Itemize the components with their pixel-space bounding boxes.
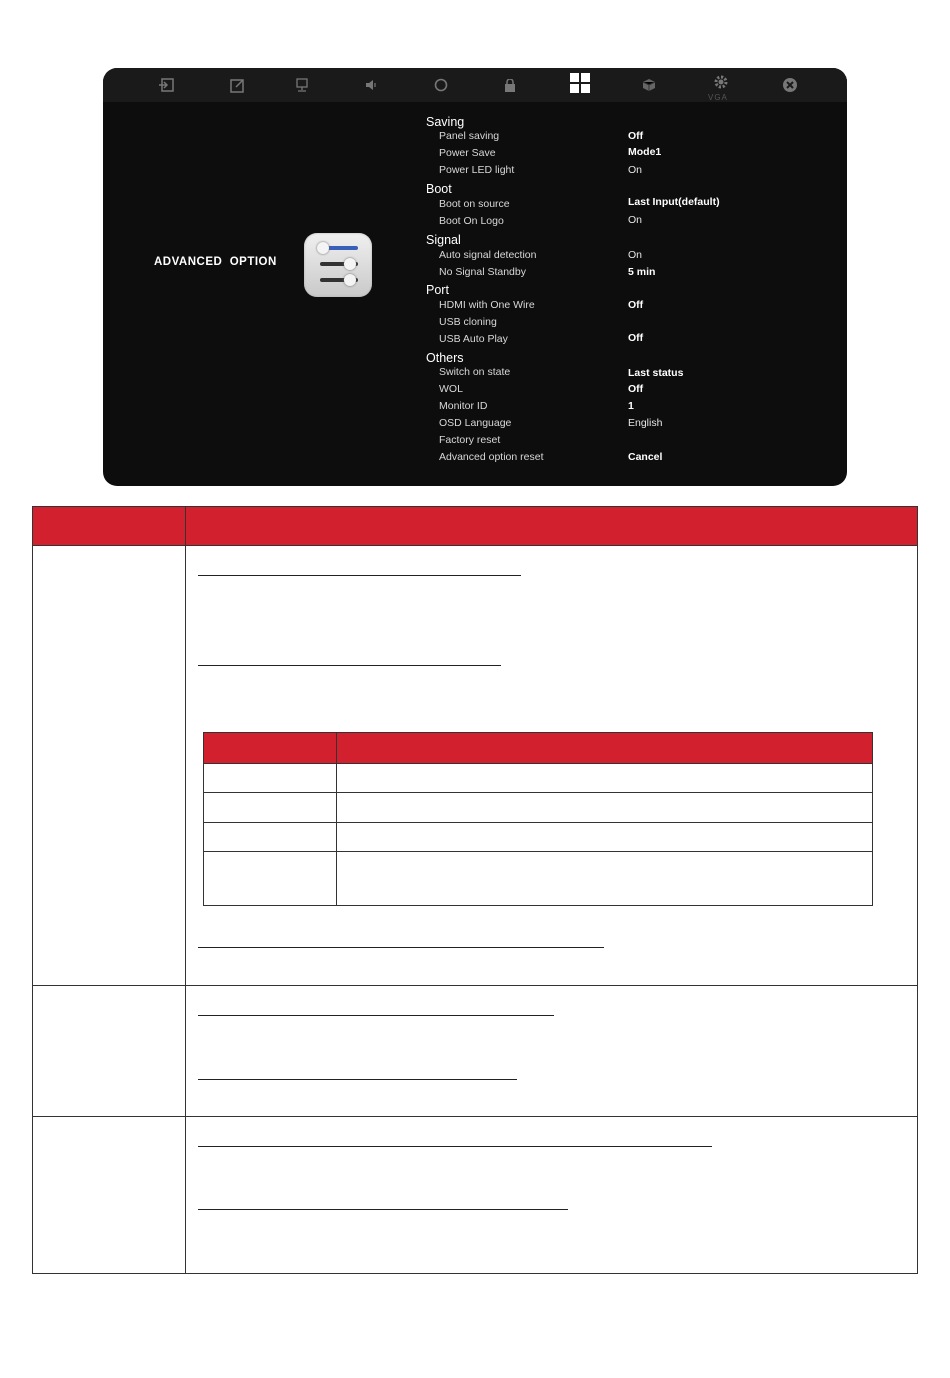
sub-row-divider bbox=[204, 851, 872, 852]
monitor-id-label[interactable]: Monitor ID bbox=[439, 400, 488, 412]
gear-icon[interactable] bbox=[708, 71, 734, 93]
hdmi-one-wire-value[interactable]: Off bbox=[628, 299, 644, 311]
underline bbox=[198, 665, 501, 666]
underline bbox=[198, 1146, 712, 1147]
display-icon[interactable] bbox=[289, 74, 315, 96]
audio-icon[interactable] bbox=[358, 74, 384, 96]
boot-logo-value[interactable]: On bbox=[628, 214, 643, 226]
osd-language-value[interactable]: English bbox=[628, 417, 663, 429]
wol-value[interactable]: Off bbox=[628, 383, 644, 395]
underline bbox=[198, 1209, 568, 1210]
group-saving-title: Saving bbox=[426, 115, 465, 129]
power-led-label[interactable]: Power LED light bbox=[439, 164, 515, 176]
switch-on-state-value[interactable]: Last status bbox=[628, 367, 684, 379]
no-signal-standby-value[interactable]: 5 min bbox=[628, 266, 656, 278]
auto-signal-label[interactable]: Auto signal detection bbox=[439, 249, 537, 261]
power-save-value[interactable]: Mode1 bbox=[628, 146, 662, 158]
osd-tab-bar bbox=[103, 68, 847, 102]
group-signal-title: Signal bbox=[426, 233, 461, 247]
advanced-reset-value[interactable]: Cancel bbox=[628, 451, 663, 463]
hdmi-one-wire-label[interactable]: HDMI with One Wire bbox=[439, 299, 535, 311]
power-led-value[interactable]: On bbox=[628, 164, 643, 176]
usb-auto-play-value[interactable]: Off bbox=[628, 332, 644, 344]
switch-on-state-label[interactable]: Switch on state bbox=[439, 366, 511, 378]
sub-table-header bbox=[204, 733, 872, 764]
auto-signal-value[interactable]: On bbox=[628, 249, 643, 261]
advanced-option-icon bbox=[304, 233, 372, 297]
close-icon[interactable] bbox=[777, 74, 803, 96]
usb-cloning-label[interactable]: USB cloning bbox=[439, 316, 497, 328]
clock-icon[interactable] bbox=[428, 74, 454, 96]
boot-source-value[interactable]: Last Input(default) bbox=[628, 196, 720, 208]
row-divider bbox=[33, 1116, 917, 1117]
sub-row-divider bbox=[204, 822, 872, 823]
monitor-id-value[interactable]: 1 bbox=[628, 400, 634, 412]
group-port-title: Port bbox=[426, 283, 449, 297]
power-save-label[interactable]: Power Save bbox=[439, 147, 496, 159]
group-others-title: Others bbox=[426, 351, 464, 365]
edit-icon[interactable] bbox=[224, 74, 250, 96]
input-icon[interactable] bbox=[153, 74, 179, 96]
advanced-grid-icon[interactable] bbox=[567, 72, 593, 94]
cube-icon[interactable] bbox=[636, 74, 662, 96]
sub-table bbox=[203, 732, 873, 906]
osd-language-label[interactable]: OSD Language bbox=[439, 417, 512, 429]
sub-row-divider bbox=[204, 792, 872, 793]
underline bbox=[198, 575, 521, 576]
section-title: ADVANCED OPTION bbox=[154, 256, 277, 268]
advanced-reset-label[interactable]: Advanced option reset bbox=[439, 451, 544, 463]
vga-label: VGA bbox=[708, 93, 728, 102]
underline bbox=[198, 947, 604, 948]
no-signal-standby-label[interactable]: No Signal Standby bbox=[439, 266, 526, 278]
sub-column-divider bbox=[336, 733, 337, 905]
wol-label[interactable]: WOL bbox=[439, 383, 463, 395]
options-table bbox=[32, 506, 918, 1274]
lock-icon[interactable] bbox=[497, 74, 523, 96]
underline bbox=[198, 1015, 554, 1016]
osd-menu bbox=[103, 68, 847, 486]
factory-reset-label[interactable]: Factory reset bbox=[439, 434, 501, 446]
group-boot-title: Boot bbox=[426, 182, 452, 196]
underline bbox=[198, 1079, 517, 1080]
options-table-header bbox=[33, 507, 917, 546]
panel-saving-label[interactable]: Panel saving bbox=[439, 130, 500, 142]
boot-logo-label[interactable]: Boot On Logo bbox=[439, 215, 504, 227]
row-divider bbox=[33, 985, 917, 986]
panel-saving-value[interactable]: Off bbox=[628, 130, 644, 142]
boot-source-label[interactable]: Boot on source bbox=[439, 198, 510, 210]
column-divider bbox=[185, 507, 186, 1273]
usb-auto-play-label[interactable]: USB Auto Play bbox=[439, 333, 508, 345]
